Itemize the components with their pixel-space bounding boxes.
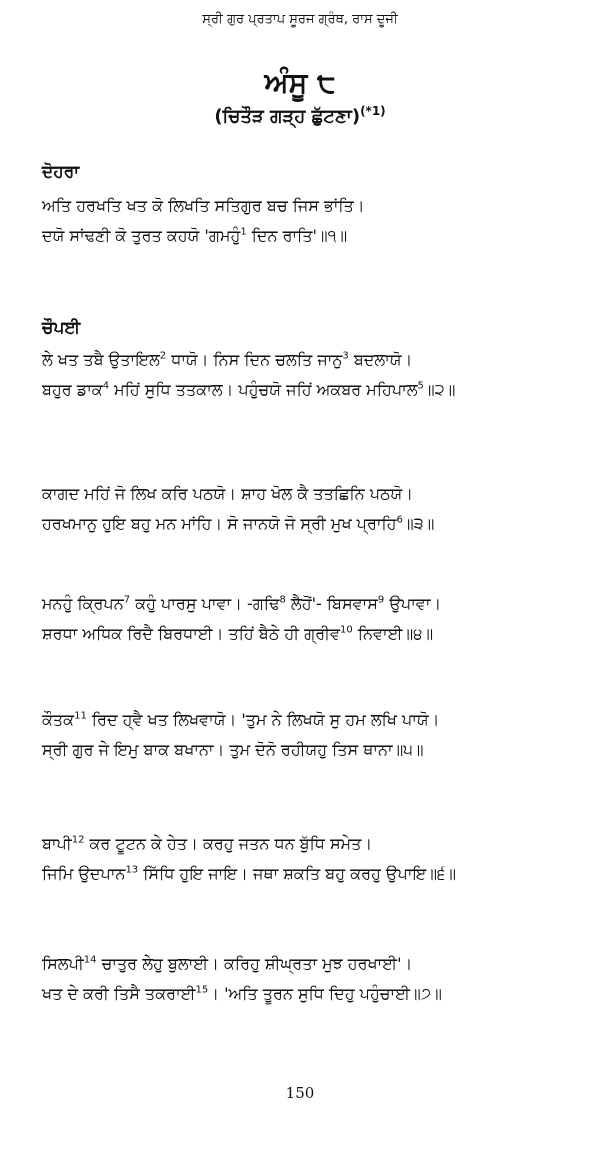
verse-line	[42, 226, 347, 246]
verse-line	[42, 484, 413, 504]
verse-text: ਕੌਤਕ	[42, 710, 75, 729]
footnote-marker: 5	[417, 380, 424, 392]
verse-text: ਖਤ ਦੇ ਕਰੀ ਤਿਸੈ ਤਕਰਾਈ	[42, 984, 196, 1003]
section-heading: ਦੋਹਰਾ	[42, 162, 80, 182]
verse-line	[42, 594, 441, 614]
section-heading: ਚੌਪਈ	[42, 318, 81, 338]
footnote-marker: 1	[240, 226, 247, 238]
footnote-marker: 2	[159, 350, 167, 362]
verse-text: ਲੈਹੋਂ'- ਬਿਸਵਾਸ	[285, 594, 378, 613]
verse-text: ਲੇ ਖਤ ਤਬੈ ਉਤਾਇਲ	[42, 350, 160, 369]
verse-text: ਸ੍ਰੀ ਗੁਰ ਜੇ ਇਮੁ ਬਾਕ ਬਖਾਨਾ। ਤੁਮ ਦੋਨੋ ਰਹੀਯਹੁ ਤਿਸ ਥਾਨਾ॥੫॥	[42, 740, 424, 759]
verse-text: ਧਾਯੋ। ਨਿਸ ਦਿਨ ਚਲਤਿ ਜਾਨੁ	[166, 350, 343, 369]
verse-text: ਹਰਖਮਾਨੁ ਹੁਇ ਬਹੁ ਮਨ ਮਾਂਹਿ। ਸੋ ਜਾਨਯੋ ਜੋ ਸ੍ਰੀ ਮੁਖ ਪ੍ਰਾਹਿ	[42, 514, 397, 533]
verse-text: ਅਤਿ ਹਰਖਤਿ ਖਤ ਕੋ ਲਿਖਤਿ ਸਤਿਗੁਰ ਬਚ ਜਿਸ ਭਾਂਤਿ।	[42, 196, 365, 215]
verse-line	[42, 834, 372, 854]
verse-line	[42, 350, 412, 370]
verse-line	[42, 864, 456, 884]
verse-text: ਰਿਦ ਹ੍ਵੈ ਖਤ ਲਿਖਵਾਯੋ। 'ਤੁਮ ਨੇ ਲਿਖਯੋ ਸੁ ਹਮ ਲਖਿ ਪਾਯੋ।	[86, 710, 440, 729]
verse-text: ਬਹੁਰ ਡਾਕ	[42, 380, 103, 399]
verse-line	[42, 380, 455, 400]
footnote-marker: 14	[83, 954, 97, 966]
verse-text: ਬਦਲਾਯੋ।	[348, 350, 413, 369]
chapter-title: ਅੰਸੂ ੮	[264, 66, 336, 99]
chapter-subtitle-text: (ਚਿਤੌੜ ਗੜ੍ਹ ਛੁੱਟਣਾ)	[214, 106, 361, 127]
footnote-marker: 15	[195, 984, 209, 996]
verse-line	[42, 624, 433, 644]
verse-text: । 'ਅਤਿ ਤੂਰਨ ਸੁਧਿ ਦਿਹੁ ਪਹੁੰਚਾਈ॥੭॥	[208, 984, 442, 1003]
footnote-marker: 10	[340, 624, 353, 636]
verse-line	[42, 196, 365, 216]
verse-text: ਕਰ ਟੂਟਨ ਕੇ ਹੇਤ। ਕਰਹੁ ਜਤਨ ਧਨ ਬੁੱਧਿ ਸਮੇਤ।	[84, 834, 373, 853]
verse-text: ਮਹਿਂ ਸੁਧਿ ਤਤਕਾਲ। ਪਹੁੰਚਯੋ ਜਹਿਂ ਅਕਬਰ ਮਹਿਪਾਲ	[109, 380, 418, 399]
verse-text: ਸਿੱਧਿ ਹੁਇ ਜਾਇ। ਜਥਾ ਸ਼ਕਤਿ ਬਹੁ ਕਰਹੁ ਉਪਾਇ॥੬॥	[138, 864, 457, 883]
verse-text: ਉਪਾਵਾ।	[384, 594, 442, 613]
footnote-marker: 12	[71, 834, 85, 846]
footnote-marker: 11	[74, 710, 87, 722]
verse-line	[42, 984, 442, 1004]
running-head: ਸ੍ਰੀ ਗੁਰ ਪ੍ਰਤਾਪ ਸੂਰਜ ਗ੍ਰੰਥ, ਰਾਸ ਦੂਜੀ	[202, 12, 398, 27]
footnote-marker: 7	[123, 594, 131, 606]
verse-text: ਸ਼ਰਧਾ ਅਧਿਕ ਰਿਦੈ ਬਿਰਧਾਈ। ਤਹਿਂ ਬੈਠੇ ਹੀ ਗ੍ਰੀਵ	[42, 624, 340, 643]
footnote-marker: 8	[279, 594, 286, 606]
verse-line	[42, 514, 434, 534]
verse-text: ਨਿਵਾਈ॥੪॥	[352, 624, 434, 643]
verse-text: ਕਾਗਦ ਮਹਿਂ ਜੋ ਲਿਖ ਕਰਿ ਪਠਯੋ। ਸ਼ਾਹ ਖੋਲ ਕੈ ਤਤਛਿਨਿ ਪਠਯੋ।	[42, 484, 414, 503]
verse-line	[42, 710, 439, 730]
footnote-marker: 4	[102, 380, 110, 392]
verse-line	[42, 740, 424, 760]
page-number: 150	[285, 1084, 315, 1102]
verse-text: ਮਨਹੁੰ ਕ੍ਰਿਪਨ	[42, 594, 124, 613]
verse-text: ਚਾਤੁਰ ਲੇਹੁ ਬੁਲਾਈ। ਕਰਿਹੁ ਸ਼ੀਘ੍ਰਤਾ ਮੁਝ ਹਰਖਾਈ'।	[96, 954, 413, 973]
verse-text: ਦਿਨ ਰਾਤਿ'॥੧॥	[246, 226, 348, 245]
footnote-marker: 13	[125, 864, 139, 876]
verse-text: ਕਹੁੰ ਪਾਰਸੁ ਪਾਵਾ। -ਗਢਿ	[130, 594, 280, 613]
chapter-subtitle	[0, 104, 600, 127]
verse-text: ਜਿਮਿ ਉਦਪਾਨ	[42, 864, 126, 883]
verse-line	[42, 954, 412, 974]
verse-text: ਬਾਪੀ	[42, 834, 72, 853]
footnote-marker: 3	[342, 350, 349, 362]
verse-text: ॥੨॥	[423, 380, 456, 399]
verse-text: ਦਯੋ ਸਾਂਢਣੀ ਕੋ ਤੁਰਤ ਕਹਯੋ 'ਗਮਹੁੰ	[42, 226, 241, 245]
verse-text: ਸਿਲਪੀ	[42, 954, 84, 973]
footnote-marker: 6	[396, 514, 403, 526]
chapter-subtitle-note: (*1)	[360, 104, 386, 118]
footnote-marker: 9	[377, 594, 385, 606]
verse-text: ॥੩॥	[402, 514, 435, 533]
